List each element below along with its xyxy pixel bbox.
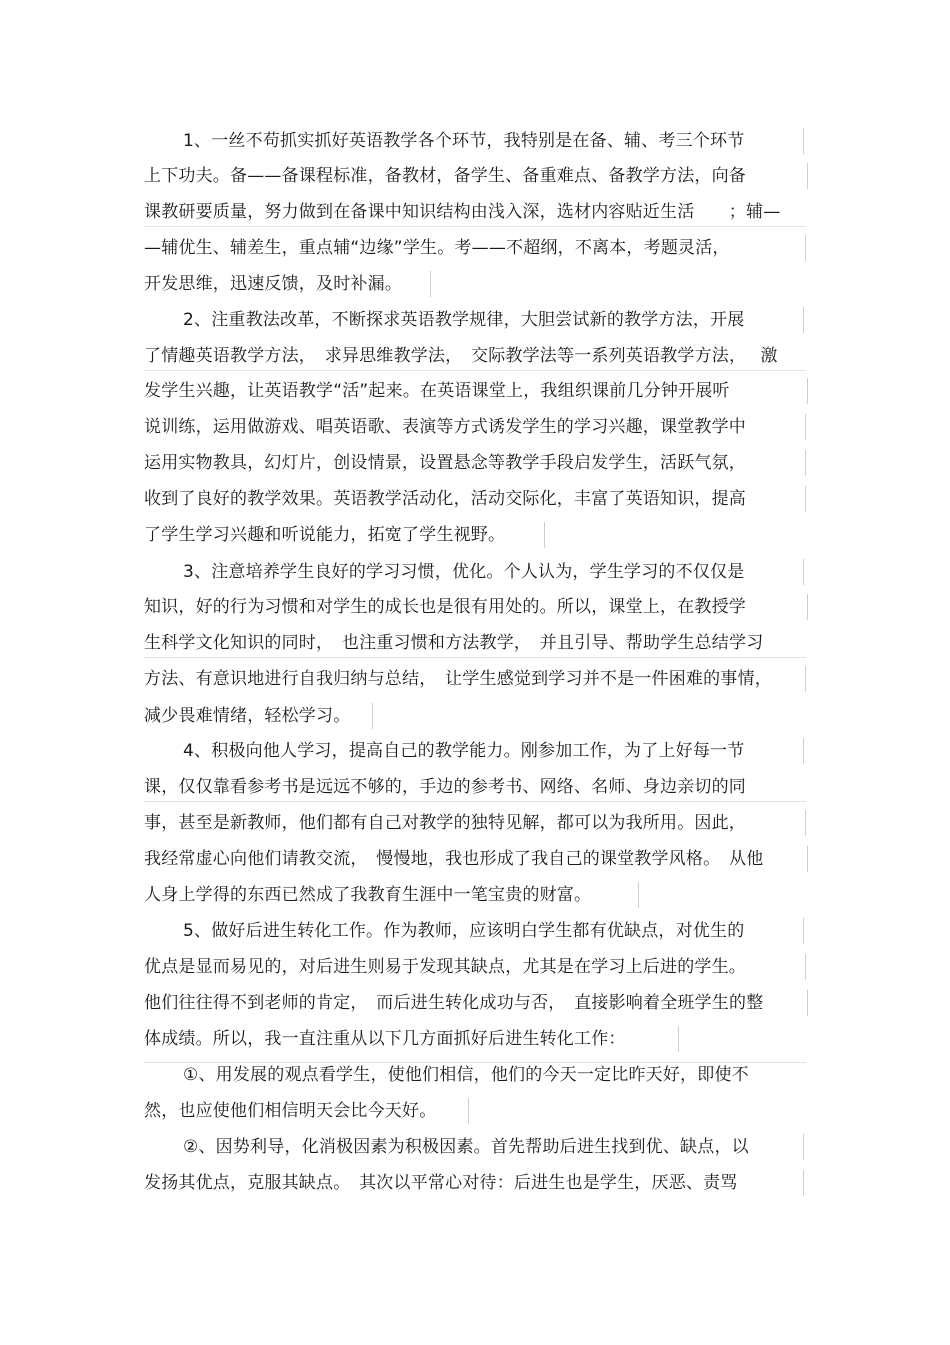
line-underline <box>144 370 806 371</box>
line-end-rule <box>805 486 806 512</box>
line-underline <box>144 657 806 658</box>
line-end-rule <box>805 235 806 261</box>
text-line: 事，甚至是新教师，他们都有自己对教学的独特见解，都可以为我所用。因此， <box>144 813 746 833</box>
text-line: 运用实物教具，幻灯片，创设情景，设置悬念等教学手段启发学生，活跃气氛， <box>144 453 746 473</box>
line-end-rule <box>805 414 806 440</box>
line-end-rule <box>803 1170 804 1196</box>
line-end-rule <box>803 559 804 585</box>
text-line: 收到了良好的教学效果。英语教学活动化，活动交际化，丰富了英语知识，提高 <box>144 489 746 509</box>
line-end-rule <box>638 882 639 908</box>
text-line: 上下功夫。备——备课程标准，备教材，备学生、备重难点、备教学方法，向备 <box>144 166 746 186</box>
line-end-rule <box>468 1098 469 1124</box>
line-end-rule <box>803 738 804 764</box>
line-end-rule <box>807 846 808 872</box>
text-line: 了学生学习兴趣和听说能力，拓宽了学生视野。 <box>144 525 506 545</box>
text-line: ①、用发展的观点看学生，使他们相信，他们的今天一定比昨天好，即使不 <box>183 1065 749 1085</box>
text-line: 说训练，运用做游戏、唱英语歌、表演等方式诱发学生的学习兴趣，课堂教学中 <box>144 417 746 437</box>
text-line: 优点是显而易见的，对后进生则易于发现其缺点，尤其是在学习上后进的学生。 <box>144 957 746 977</box>
text-line: 3、注意培养学生良好的学习习惯，优化。个人认为，学生学习的不仅仅是 <box>183 562 745 582</box>
text-line: 4、积极向他人学习，提高自己的教学能力。刚参加工作，为了上好每一节 <box>183 741 745 761</box>
line-end-rule <box>805 666 806 692</box>
text-line: 体成绩。所以，我一直注重从以下几方面抓好后进生转化工作： <box>144 1029 626 1049</box>
text-line: 2、注重教法改革，不断探求英语教学规律，大胆尝试新的教学方法，开展 <box>183 310 745 330</box>
text-line: 课，仅仅靠看参考书是远远不够的，手边的参考书、网络、名师、身边亲切的同 <box>144 777 746 797</box>
line-end-rule <box>807 163 808 189</box>
text-line: 减少畏难情绪，轻松学习。 <box>144 706 351 726</box>
text-line: 他们往往得不到老师的肯定， 而后进生转化成功与否， 直接影响着全班学生的整 <box>144 993 764 1013</box>
text-line: 发扬其优点，克服其缺点。 其次以平常心对待：后进生也是学生，厌恶、责骂 <box>144 1173 738 1193</box>
text-line: 了情趣英语教学方法， 求异思维教学法， 交际教学法等一系列英语教学方法， 激 <box>144 346 778 366</box>
text-line: 知识，好的行为习惯和对学生的成长也是很有用处的。所以，课堂上，在教授学 <box>144 597 746 617</box>
line-end-rule <box>803 307 804 333</box>
text-line: 1、一丝不苟抓实抓好英语教学各个环节，我特别是在备、辅、考三个环节 <box>183 131 745 151</box>
line-end-rule <box>807 594 808 620</box>
line-end-rule <box>807 378 808 404</box>
text-line: 开发思维，迅速反馈，及时补漏。 <box>144 274 402 294</box>
line-end-rule <box>807 990 808 1016</box>
line-end-rule <box>678 1026 679 1052</box>
text-line: 课教研要质量，努力做到在备课中知识结构由浅入深，选材内容贴近生活 ；辅— <box>144 202 781 222</box>
line-underline <box>144 801 806 802</box>
text-line: 5、做好后进生转化工作。作为教师，应该明白学生都有优缺点，对优生的 <box>183 921 745 941</box>
text-line: ②、因势利导，化消极因素为积极因素。首先帮助后进生找到优、缺点，以 <box>183 1137 749 1157</box>
line-underline <box>144 226 806 227</box>
text-line: 发学生兴趣，让英语教学“活”起来。在英语课堂上，我组织课前几分钟开展听 <box>144 381 730 401</box>
line-overline <box>144 1062 806 1063</box>
line-end-rule <box>803 918 804 944</box>
text-line: 生科学文化知识的同时， 也注重习惯和方法教学， 并且引导、帮助学生总结学习 <box>144 633 764 653</box>
line-end-rule <box>805 450 806 476</box>
text-line: 人身上学得的东西已然成了我教育生涯中一笔宝贵的财富。 <box>144 885 592 905</box>
line-end-rule <box>805 810 806 836</box>
line-end-rule <box>544 522 545 548</box>
text-line: —辅优生、辅差生，重点辅“边缘”学生。考——不超纲，不离本，考题灵活， <box>144 238 730 258</box>
text-line: 我经常虚心向他们请教交流， 慢慢地，我也形成了我自己的课堂教学风格。 从他 <box>144 849 764 869</box>
line-end-rule <box>372 703 373 729</box>
line-end-rule <box>803 128 804 154</box>
line-end-rule <box>430 271 431 297</box>
text-line: 然，也应使他们相信明天会比今天好。 <box>144 1101 437 1121</box>
text-line: 方法、有意识地进行自我归纳与总结， 让学生感觉到学习并不是一件困难的事情， <box>144 669 772 689</box>
line-end-rule <box>803 1134 804 1160</box>
line-end-rule <box>805 954 806 980</box>
